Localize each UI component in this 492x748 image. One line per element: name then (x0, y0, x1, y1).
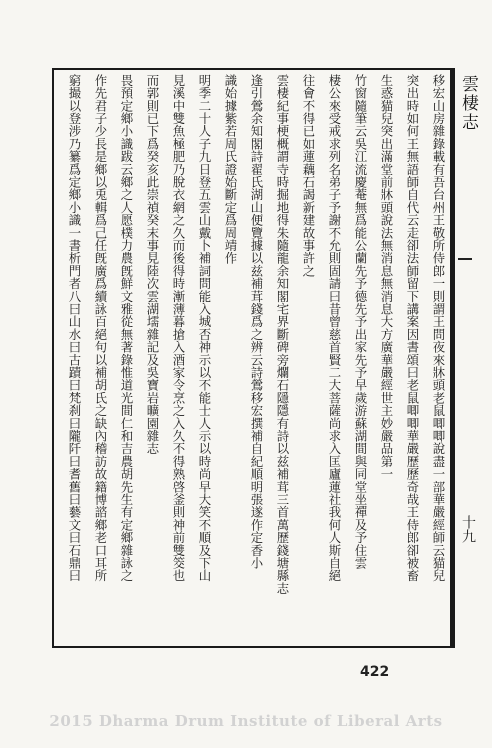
text-column: 往會不得已如蓮藕石謁新建故事許之 (301, 74, 316, 278)
text-column: 識始據紫若周氏證始斷定爲周靖作 (223, 74, 238, 265)
text-column: 明季二十人子九日登五雲山戴卜補詞問能入城否神示以不能士人示以時尚早大笑不順及下山 (197, 74, 212, 582)
text-column: 移宏山房雜錄載有吾台州王敬所侍郎一則謂王問夜來牀頭老鼠唧唧說盡一部華嚴經師云猫兒 (431, 74, 446, 582)
text-column: 作先君子少長是鄉以兎輯爲己任旣廣爲續詠百絕句以補胡氏之缺內稽訪故籍博諮鄉老口耳所 (93, 74, 108, 582)
watermark: 2015 Dharma Drum Institute of Liberal Arts (49, 712, 443, 730)
text-column: 竹窗隨筆云吳江流慶菴無爲能公蘭先予德先予出家先予早歲游蘇湖間與同堂坐禪及予住雲 (353, 74, 368, 570)
gutter-title: 雲棲志 (458, 75, 478, 132)
text-column: 而郭則已下爲癸亥此崇禎癸末事見陸次雲湖壖雜記及吳寶岩曠園雜志 (145, 74, 160, 455)
text-column: 突出時如何王無語師自代云走卻法師留下講案因書頌曰老鼠唧唧華嚴歷歷奇哉王侍郎卻被畜 (405, 74, 420, 582)
text-column: 畏預定鄉小識跋云鄉之人愿樸力農旣鮮文雅從無著錄惟道光間仁和吉農胡先生有定鄉雜詠之 (119, 74, 134, 582)
gutter-fish-tail-mark (458, 258, 472, 260)
text-column: 窮撮以登涉乃纂爲定鄉小識一書析門者八曰山水曰古蹟曰梵刹曰隴阡曰耆舊曰藝文曰石鼎曰 (67, 74, 82, 582)
page-number: 422 (360, 664, 390, 680)
gutter-page-marker: 十九 (460, 515, 476, 543)
text-column: 棲公來受戒求列名弟子予謝不允則固請曰昔曾慈首賢二大菩薩尚求入匡廬蓮社我何人斯自絕 (327, 74, 342, 582)
text-column: 生惑猫兒突出滿堂前牀頭說法無消息無消息大方廣華嚴經世主妙嚴品第一 (379, 74, 394, 481)
text-column: 逢引鶯余知閣詩翟氏湖山便覽據以兹補茸錢爲之辨云詩鶯移宏撰補自紀順明張遂作定香小 (249, 74, 264, 570)
text-column: 雲棲紀事梗概謂寺時掘地得朱隨龍余知閣宅界斷碑旁爛石隱隱有詩以兹補茸三首萬歷錢塘縣志 (275, 74, 290, 595)
gutter-column (454, 68, 476, 648)
text-column: 見溪中雙魚極肥乃脫衣網之久而後得時漸薄暮搶入酒家令烹之入久不得熟啓釜則神前雙筊也 (171, 74, 186, 582)
